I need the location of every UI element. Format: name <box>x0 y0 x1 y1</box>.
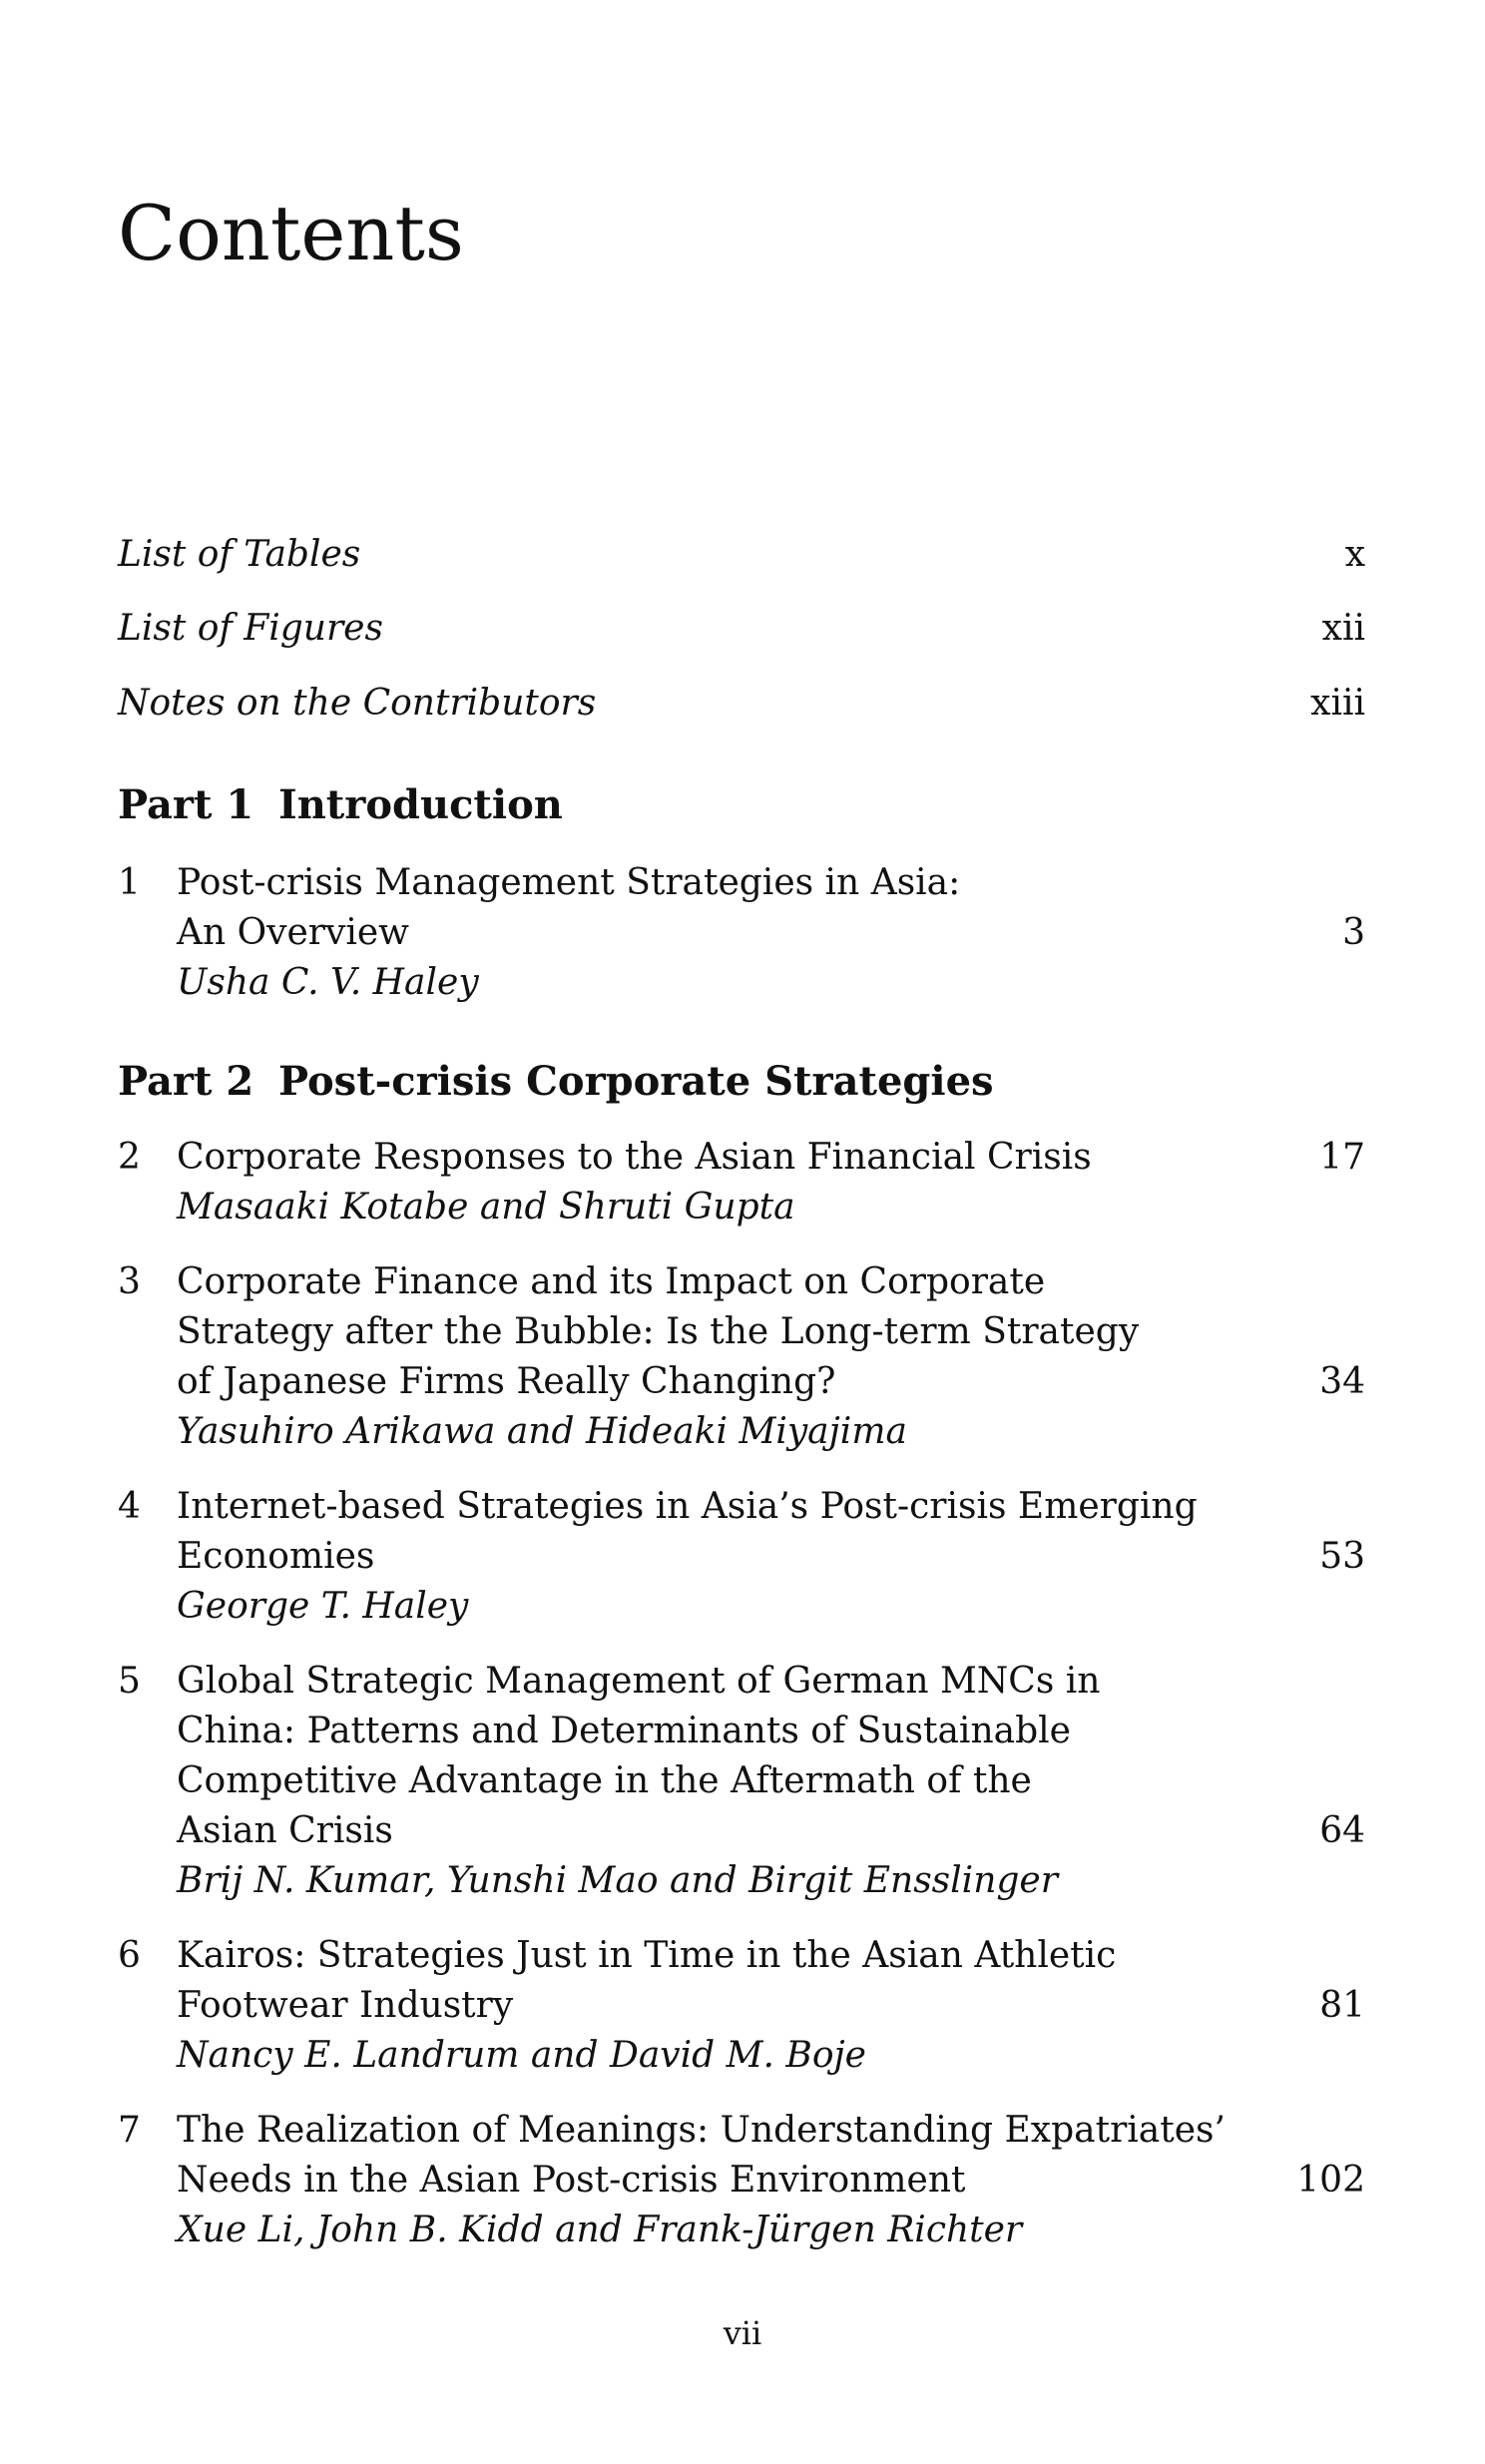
chapter-number: 2 <box>118 1137 141 1178</box>
chapter-title-line: Internet-based Strategies in Asia’s Post-crisis Emerging <box>177 1486 1198 1527</box>
chapter-title <box>177 1133 1274 1232</box>
chapter-page: 53 <box>1319 1536 1365 1577</box>
chapter-authors: George T. Haley <box>177 1586 469 1627</box>
chapter-title-line: Economies <box>177 1536 375 1577</box>
chapter-entry-3 <box>118 1257 1365 1457</box>
chapter-title-line: Post-crisis Management Strategies in Asia: <box>177 862 961 903</box>
chapter-number: 3 <box>118 1261 141 1302</box>
toc-entry-notes-on-contributors <box>118 680 1365 728</box>
chapter-authors: Nancy E. Landrum and David M. Boje <box>177 2035 866 2076</box>
toc-entry-page: x <box>1344 534 1365 575</box>
chapter-title-line: Needs in the Asian Post-crisis Environment <box>177 2160 966 2201</box>
chapter-title-line: An Overview <box>177 912 409 953</box>
chapter-title-line: Competitive Advantage in the Aftermath of the <box>177 1760 1032 1801</box>
chapter-title-line: Footwear Industry <box>177 1985 514 2026</box>
toc-entry-list-of-tables <box>118 531 1365 579</box>
chapter-authors: Brij N. Kumar, Yunshi Mao and Birgit Ensslinger <box>177 1860 1058 1901</box>
chapter-page: 81 <box>1319 1985 1365 2026</box>
chapter-entry-4 <box>118 1482 1365 1632</box>
chapter-number: 5 <box>118 1661 141 1702</box>
chapter-number: 6 <box>118 1935 141 1976</box>
chapter-title-line: of Japanese Firms Really Changing? <box>177 1361 836 1402</box>
chapter-title-line: Kairos: Strategies Just in Time in the Asian Athletic <box>177 1935 1117 1976</box>
toc-entry-page: xii <box>1321 608 1365 649</box>
chapter-page: 3 <box>1342 912 1365 953</box>
chapter-page: 102 <box>1296 2160 1365 2201</box>
toc-entry-label: List of Figures <box>118 608 383 649</box>
chapter-entry-2 <box>118 1133 1365 1232</box>
chapter-authors: Usha C. V. Haley <box>177 962 479 1003</box>
chapter-title-line: Corporate Responses to the Asian Financial Crisis <box>177 1137 1092 1178</box>
part-number: Part 2 <box>118 1058 254 1105</box>
chapter-authors: Yasuhiro Arikawa and Hideaki Miyajima <box>177 1411 907 1452</box>
toc-entry-label: List of Tables <box>118 534 361 575</box>
chapter-title <box>177 1931 1274 2081</box>
chapter-authors: Xue Li, John B. Kidd and Frank-Jürgen Richter <box>177 2210 1023 2250</box>
toc-entry-label: Notes on the Contributors <box>118 683 597 724</box>
chapter-entry-5 <box>118 1657 1365 1906</box>
chapter-title-line: China: Patterns and Determinants of Sustainable <box>177 1711 1071 1751</box>
chapter-number: 4 <box>118 1486 141 1527</box>
toc-entry-page: xiii <box>1310 683 1365 724</box>
chapter-entry-7 <box>118 2106 1365 2255</box>
page-number: vii <box>723 2314 762 2352</box>
chapter-page: 17 <box>1319 1137 1365 1178</box>
chapter-title <box>177 2106 1274 2255</box>
chapter-entry-6 <box>118 1931 1365 2081</box>
chapter-title-line: The Realization of Meanings: Understanding Expatriates’ <box>177 2110 1226 2151</box>
part-title: Post-crisis Corporate Strategies <box>278 1058 994 1105</box>
chapter-page: 64 <box>1319 1810 1365 1851</box>
chapter-entry-1 <box>118 858 1365 1008</box>
toc-entry-list-of-figures <box>118 605 1365 653</box>
chapter-number: 7 <box>118 2110 141 2151</box>
chapter-number: 1 <box>118 862 141 903</box>
chapter-title-line: Asian Crisis <box>177 1810 393 1851</box>
chapter-authors: Masaaki Kotabe and Shruti Gupta <box>177 1187 795 1228</box>
chapter-page: 34 <box>1319 1361 1365 1402</box>
chapter-title <box>177 858 1274 1008</box>
part-number: Part 1 <box>118 781 254 828</box>
chapter-title <box>177 1257 1274 1457</box>
part-title: Introduction <box>278 781 563 828</box>
chapter-title <box>177 1657 1274 1906</box>
chapter-title-line: Corporate Finance and its Impact on Corporate <box>177 1261 1046 1302</box>
page-title: Contents <box>118 189 464 277</box>
chapter-title <box>177 1482 1274 1632</box>
chapter-title-line: Global Strategic Management of German MNCs in <box>177 1661 1101 1702</box>
chapter-title-line: Strategy after the Bubble: Is the Long-term Strategy <box>177 1311 1140 1352</box>
